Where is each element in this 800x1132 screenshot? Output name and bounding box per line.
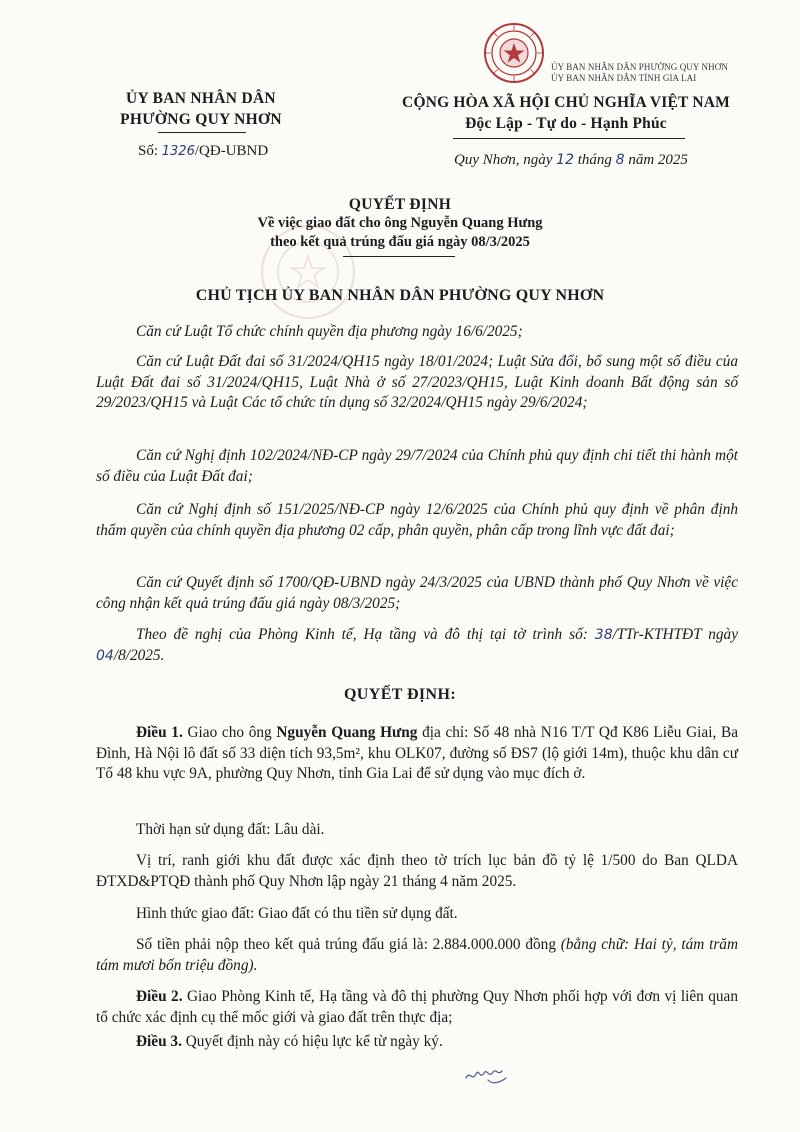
authority-heading: CHỦ TỊCH ỦY BAN NHÂN DÂN PHƯỜNG QUY NHƠN: [195, 287, 605, 304]
date-part: năm 2025: [624, 152, 688, 168]
proposal-text: /TTr-KTHTĐT ngày: [612, 626, 738, 643]
nation-name: CỘNG HÒA XÃ HỘI CHỦ NGHĨA VIỆT NAM: [402, 94, 730, 111]
authority-line2: PHƯỜNG QUY NHƠN: [120, 111, 282, 128]
date-month: 8: [615, 152, 625, 168]
seal-caption: [551, 62, 728, 84]
payment-amount: [96, 935, 738, 976]
date-part: tháng: [574, 152, 616, 168]
proposal-number: 38: [594, 627, 613, 643]
seal-caption-line: ỦY BAN NHÂN DÂN PHƯỜNG QUY NHƠN: [551, 62, 728, 72]
date-part: Quy Nhơn, ngày: [454, 152, 557, 168]
legal-basis-3: Căn cứ Nghị định 102/2024/NĐ-CP ngày 29/7/2024 của Chính phủ quy định chi tiết thi hành một số điều của Luật Đất đai;: [96, 447, 738, 485]
number-prefix: Số:: [138, 143, 162, 159]
article-1-label: Điều 1.: [136, 724, 183, 741]
subtitle-line2: theo kết quả trúng đấu giá ngày 08/3/2025: [270, 234, 530, 250]
article-2: [96, 987, 738, 1028]
legal-basis-4: Căn cứ Nghị định số 151/2025/NĐ-CP ngày 12/6/2025 của Chính phủ quy định về phân định thẩm quyền của chính quyền địa phương 02 cấp, phân quyền, phân cấp trong lĩnh vực đất đai;: [96, 501, 738, 539]
document-subtitle: [0, 214, 800, 252]
recipient-name: Nguyễn Quang Hưng: [276, 724, 418, 741]
motto-underline: [453, 138, 685, 139]
article-1-text: địa chỉ: Số 48 nhà N16 T/T Qđ K86 Liễu Giai, Ba Đình, Hà Nội lô đất số 33 diện tích 93,5m², khu OLK07, đường số ĐS7 (lộ giới 14m), thuộc khu dân cư Tổ 48 khu vực 9A, phường Quy Nhơn, tỉnh Gia Lai để sử dụng vào mục đích ở.: [96, 724, 738, 782]
document-number: [138, 143, 268, 160]
proposal-text: /8/2025.: [113, 646, 165, 664]
legal-basis-2: Căn cứ Luật Đất đai số 31/2024/QH15 ngày 18/01/2024; Luật Sửa đổi, bổ sung một số điều của Luật Đất đai số 31/2024/QH15, Luật Nhà ở số 27/2023/QH15, Luật Kinh doanh Bất động sản số 29/2023/QH15 và Luật Các tổ chức tín dụng số 32/2024/QH15 ngày 29/6/2024;: [96, 353, 738, 411]
article-1: [96, 723, 738, 785]
legal-basis-1: Căn cứ Luật Tổ chức chính quyền địa phương ngày 16/6/2025;: [136, 323, 523, 340]
proposal-text: Theo đề nghị của Phòng Kinh tế, Hạ tầng và đô thị tại tờ trình số:: [136, 626, 595, 643]
article-2-text: Giao Phòng Kinh tế, Hạ tầng và đô thị phường Quy Nhơn phối hợp với đơn vị liên quan tổ chức xác định cụ thể mốc giới và giao đất trên thực địa;: [96, 988, 738, 1026]
allocation-form: Hình thức giao đất: Giao đất có thu tiền sử dụng đất.: [136, 905, 458, 922]
land-location: Vị trí, ranh giới khu đất được xác định theo tờ trích lục bản đồ tỷ lệ 1/500 do Ban QLDA ĐTXD&PTQĐ thành phố Quy Nhơn lập ngày 21 tháng 4 năm 2025.: [96, 852, 738, 890]
article-3-label: Điều 3.: [136, 1033, 182, 1050]
authority-underline: [158, 132, 246, 133]
subtitle-underline: [343, 256, 455, 257]
national-header: [377, 92, 755, 134]
issue-date: [454, 152, 688, 169]
proposal-day: 04: [96, 647, 114, 664]
issuing-authority: [96, 88, 306, 130]
date-day: 12: [556, 152, 574, 168]
official-seal-icon: [483, 22, 545, 84]
decision-heading: QUYẾT ĐỊNH:: [343, 686, 457, 703]
authority-line1: ỦY BAN NHÂN DÂN: [126, 90, 276, 107]
article-3-text: Quyết định này có hiệu lực kể từ ngày ký.: [181, 1033, 443, 1050]
article-1-text: Giao cho ông: [182, 724, 277, 741]
subtitle-line1: Về việc giao đất cho ông Nguyễn Quang Hưng: [257, 215, 543, 231]
number-suffix: /QĐ-UBND: [194, 143, 269, 159]
initials-mark-icon: [462, 1060, 522, 1090]
amount-text: Số tiền phải nộp theo kết quả trúng đấu giá là: 2.884.000.000 đồng: [136, 936, 561, 953]
number-handwritten: 1326: [161, 144, 195, 159]
national-motto: Độc Lập - Tự do - Hạnh Phúc: [465, 115, 667, 132]
article-3: [96, 1032, 738, 1053]
land-use-term: Thời hạn sử dụng đất: Lâu dài.: [136, 821, 325, 838]
document-title: QUYẾT ĐỊNH: [348, 196, 452, 213]
seal-caption-line: ỦY BAN NHÂN DÂN TỈNH GIA LAI: [551, 73, 697, 83]
legal-basis-5: Căn cứ Quyết định số 1700/QĐ-UBND ngày 24/3/2025 của UBND thành phố Quy Nhơn về việc công nhận kết quả trúng đấu giá ngày 08/3/2025;: [96, 574, 738, 612]
article-2-label: Điều 2.: [136, 988, 183, 1005]
proposal-basis: [96, 625, 738, 666]
amount-in-words: (bằng chữ: Hai tỷ, tám trăm tám mươi bốn triệu đồng).: [96, 936, 738, 974]
